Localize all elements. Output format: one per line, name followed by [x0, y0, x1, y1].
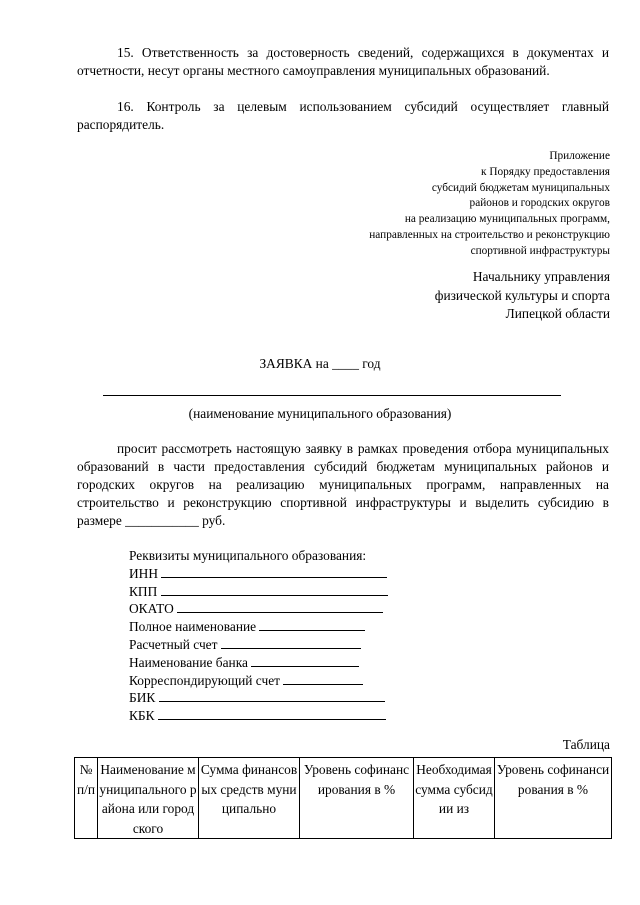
requisite-account: Расчетный счет	[129, 636, 388, 654]
requisite-kpp: КПП	[129, 583, 388, 601]
application-body-text: просит рассмотреть настоящую заявку в рамках проведения отбора муниципальных образований в части предоставления субсидий бюджетам муниципальных районов и городских округов на реализацию муниципальных программ, направленных на строительство и реконструкцию спортивной инфраструктуры и выделить субсидию в размере ___________ руб.	[77, 441, 609, 528]
table-label: Таблица	[562, 737, 610, 752]
subsidy-table	[74, 757, 612, 839]
appendix-note	[369, 149, 610, 260]
appendix-line: районов и городских округов	[469, 197, 610, 210]
header-cell-financial-sum: Сумма финансовых средств муниципально	[199, 758, 300, 839]
paragraph-16-text: 16. Контроль за целевым использованием субсидий осуществляет главный распорядитель.	[77, 99, 609, 132]
header-cell-district-name: Наименование муниципального района или городского	[98, 758, 199, 839]
requisite-kbk: КБК	[129, 707, 388, 725]
header-cell-required-subsidy: Необходимая сумма субсидии из	[414, 758, 495, 839]
requisite-inn: ИНН	[129, 565, 388, 583]
blank-line	[221, 636, 361, 649]
appendix-line: спортивной инфраструктуры	[470, 244, 610, 257]
blank-line	[159, 689, 385, 702]
appendix-line: субсидий бюджетам муниципальных	[431, 181, 610, 194]
blank-line	[158, 707, 386, 720]
header-cell-number: № п/п	[75, 758, 98, 839]
paragraph-15-text: 15. Ответственность за достоверность сведений, содержащихся в документах и отчетности, несут органы местного самоуправления муниципальных образований.	[77, 45, 609, 78]
requisite-bank: Наименование банка	[129, 654, 388, 672]
requisites-block	[129, 547, 388, 725]
addressee-line: Начальнику управления	[472, 269, 610, 284]
blank-line	[283, 672, 363, 685]
addressee-line: Липецкой области	[505, 306, 610, 321]
paragraph-16	[77, 98, 609, 134]
addressee-line: физической культуры и спорта	[434, 287, 610, 303]
header-cell-cofinancing-level-2: Уровень софинансирования в %	[495, 758, 612, 839]
requisite-bik: БИК	[129, 689, 388, 707]
application-body	[77, 440, 609, 530]
blank-line	[259, 618, 365, 631]
requisite-okato: ОКАТО	[129, 600, 388, 618]
appendix-line: направленных на строительство и реконструкцию	[369, 228, 610, 241]
blank-line	[251, 654, 359, 667]
appendix-line: на реализацию муниципальных программ,	[404, 213, 610, 226]
requisite-corr-account: Корреспондирующий счет	[129, 672, 388, 690]
application-title: ЗАЯВКА на ____ год	[259, 356, 381, 371]
addressee-block	[435, 268, 610, 324]
requisite-full-name: Полное наименование	[129, 618, 388, 636]
blank-line	[161, 583, 388, 596]
appendix-line: к Порядку предоставления	[481, 165, 610, 178]
municipality-name-line	[103, 395, 561, 396]
paragraph-15	[77, 44, 609, 80]
municipality-name-caption: (наименование муниципального образования)	[188, 406, 452, 421]
blank-line	[161, 565, 387, 578]
requisites-heading: Реквизиты муниципального образования:	[129, 548, 367, 563]
blank-line	[177, 600, 383, 613]
table-header-row	[75, 758, 612, 839]
header-cell-cofinancing-level: Уровень софинансирования в %	[300, 758, 414, 839]
appendix-line: Приложение	[549, 150, 610, 162]
